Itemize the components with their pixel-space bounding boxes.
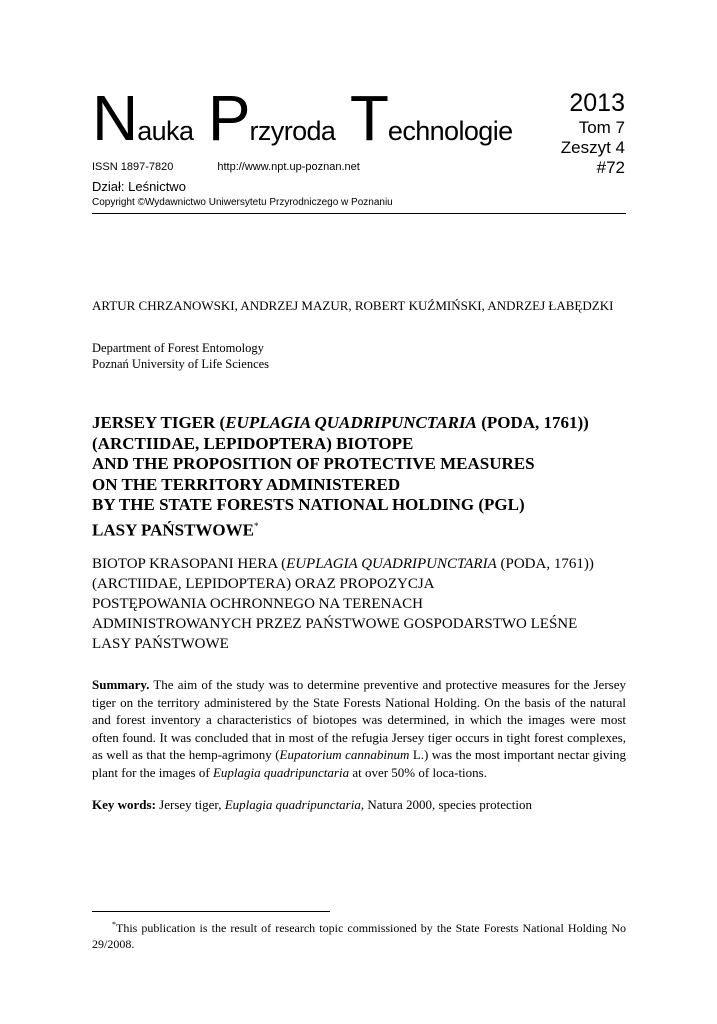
authors: ARTUR CHRZANOWSKI, ANDRZEJ MAZUR, ROBERT KUŹMIŃSKI, ANDRZEJ ŁABĘDZKI — [92, 298, 614, 313]
journal-url[interactable]: http://www.npt.up-poznan.net — [217, 161, 360, 173]
author-2: ANDRZEJ MAZUR — [240, 298, 349, 313]
title-english: JERSEY TIGER (EUPLAGIA QUADRIPUNCTARIA (PODA, 1761)) (ARCTIIDAE, LEPIDOPTERA) BIOTOPE AND THE PROPOSITION OF PROTECTIVE MEASURES ON THE TERRITORY ADMINISTERED BY THE STATE FORESTS NATIONAL HOLDING (PGL) LASY PAŃSTWOWE* — [92, 413, 589, 540]
footnote: *This publication is the result of research topic commissioned by the State Forests National Holding No 29/2008. — [92, 920, 626, 951]
header-divider — [92, 213, 626, 214]
issue-number: #72 — [596, 158, 625, 177]
issue: Zeszyt 4 — [560, 138, 625, 157]
keywords-label: Key words: — [92, 797, 156, 812]
author-1: ARTUR CHRZANOWSKI — [92, 298, 235, 313]
footnote-divider — [92, 911, 330, 912]
author-4: ANDRZEJ ŁABĘDZKI — [487, 298, 614, 313]
title-polish: BIOTOP KRASOPANI HERA (EUPLAGIA QUADRIPUNCTARIA (PODA, 1761)) (ARCTIIDAE, LEPIDOPTERA) ORAZ PROPOZYCJA POSTĘPOWANIA OCHRONNEGO NA TERENACH ADMINISTROWANYCH PRZEZ PAŃSTWOWE GOSPODARSTWO LEŚNE LASY PAŃSTWOWE — [92, 556, 594, 652]
title-species-name: EUPLAGIA QUADRIPUNCTARIA — [225, 413, 477, 432]
keywords: Key words: Jersey tiger, Euplagia quadripunctaria, Natura 2000, species protection — [92, 797, 532, 812]
copyright: Copyright ©Wydawnictwo Uniwersytetu Przyrodniczego w Poznaniu — [92, 197, 393, 208]
issn: ISSN 1897-7820 — [92, 161, 174, 173]
year: 2013 — [569, 89, 625, 117]
issue-info — [561, 88, 625, 178]
journal-word-technologie: Technologie — [349, 82, 513, 154]
issn-line — [92, 161, 360, 173]
footnote-marker: * — [254, 520, 259, 531]
summary-label: Summary. — [92, 677, 150, 692]
author-3: ROBERT KUŹMIŃSKI — [354, 298, 482, 313]
section-label: Dział: Leśnictwo — [92, 179, 186, 194]
journal-word-nauka: Nauka — [92, 82, 194, 154]
summary: Summary. The aim of the study was to determine preventive and protective measures for the Jersey tiger on the territory administered by the State Forests National Holding. On the basis of the natural and forest inventory a characteristics of biotopes was determined, in which the images were most often found. It was concluded that in most of the refugia Jersey tiger occurs in tight forest complexes, as well as that the hemp-agrimony (Eupatorium cannabinum L.) was the most important nectar giving plant for the images of Euplagia quadripunctaria at over 50% of loca-tions. — [92, 677, 626, 780]
journal-name — [92, 82, 523, 154]
affiliation-department: Department of Forest Entomology — [92, 341, 264, 355]
volume: Tom 7 — [578, 118, 625, 137]
journal-word-przyroda: Przyroda — [207, 82, 336, 154]
affiliation-university: Poznań University of Life Sciences — [92, 357, 270, 371]
affiliation — [92, 340, 269, 372]
